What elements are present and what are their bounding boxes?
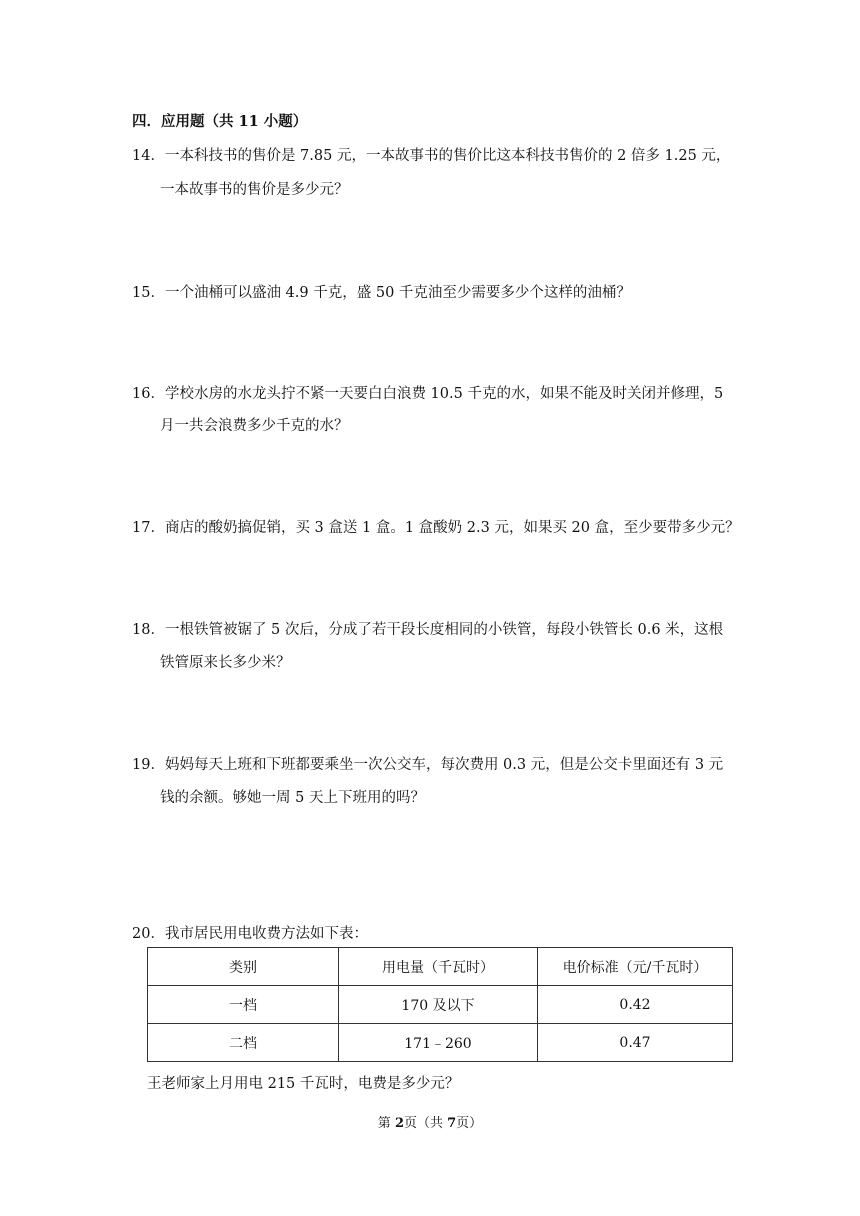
question-18-line2: 铁管原来长多少米？ xyxy=(160,655,291,671)
question-number: 18． xyxy=(132,622,165,638)
footer-prefix: 第 xyxy=(377,1116,395,1131)
question-18 xyxy=(132,620,723,640)
table-row xyxy=(148,1024,733,1062)
page-footer xyxy=(0,1112,860,1131)
table-header-cell: 电价标准（元/千瓦时） xyxy=(538,948,733,986)
question-19 xyxy=(132,755,723,775)
question-number: 19． xyxy=(132,757,165,773)
table-cell: 一档 xyxy=(148,986,339,1024)
question-number: 16． xyxy=(132,386,165,402)
table-header-cell: 用电量（千瓦时） xyxy=(339,948,538,986)
section-title: 四．应用题（共 11 小题） xyxy=(132,113,308,130)
question-text: 妈妈每天上班和下班都要乘坐一次公交车，每次费用 0.3 元，但是公交卡里面还有 3 元 xyxy=(164,757,724,773)
question-number: 14． xyxy=(132,148,165,164)
table-cell: 0.47 xyxy=(538,1024,733,1062)
question-number: 20． xyxy=(132,926,165,942)
question-20-line2: 王老师家上月用电 215 千瓦时，电费是多少元？ xyxy=(147,1076,460,1092)
table-cell: 0.42 xyxy=(538,986,733,1024)
question-text: 一根铁管被锯了 5 次后，分成了若干段长度相同的小铁管，每段小铁管长 0.6 米，这根 xyxy=(164,622,724,638)
question-text: 我市居民用电收费方法如下表： xyxy=(164,926,368,942)
question-number: 15． xyxy=(132,285,165,301)
electricity-fee-table xyxy=(147,947,733,1062)
question-14 xyxy=(132,146,730,166)
footer-total-pages: 7 xyxy=(447,1116,457,1131)
footer-middle: 页（共 xyxy=(403,1116,448,1131)
question-text: 商店的酸奶搞促销，买 3 盒送 1 盒。1 盒酸奶 2.3 元，如果买 20 盒，至少要带多少元？ xyxy=(164,520,740,536)
table-cell: 171﹣260 xyxy=(339,1024,538,1062)
table-row xyxy=(148,986,733,1024)
question-20 xyxy=(132,924,368,944)
question-14-line2: 一本故事书的售价是多少元？ xyxy=(160,182,349,198)
footer-page-number: 2 xyxy=(394,1116,404,1131)
table-cell: 170 及以下 xyxy=(339,986,538,1024)
question-text: 学校水房的水龙头拧不紧一天要白白浪费 10.5 千克的水，如果不能及时关闭并修理，5 xyxy=(164,386,724,402)
table-header-cell: 类别 xyxy=(148,948,339,986)
question-text: 一本科技书的售价是 7.85 元，一本故事书的售价比这本科技书售价的 2 倍多 1.25 元， xyxy=(164,148,731,164)
question-number: 17． xyxy=(132,520,165,536)
question-17 xyxy=(132,518,740,538)
question-text: 一个油桶可以盛油 4.9 千克，盛 50 千克油至少需要多少个这样的油桶？ xyxy=(164,285,631,301)
table-cell: 二档 xyxy=(148,1024,339,1062)
question-16 xyxy=(132,384,723,404)
question-15 xyxy=(132,283,631,303)
question-19-line2: 钱的余额。够她一周 5 天上下班用的吗？ xyxy=(160,790,425,806)
question-16-line2: 月一共会浪费多少千克的水？ xyxy=(160,418,349,434)
footer-suffix: 页） xyxy=(456,1116,483,1131)
table-header-row xyxy=(148,948,733,986)
